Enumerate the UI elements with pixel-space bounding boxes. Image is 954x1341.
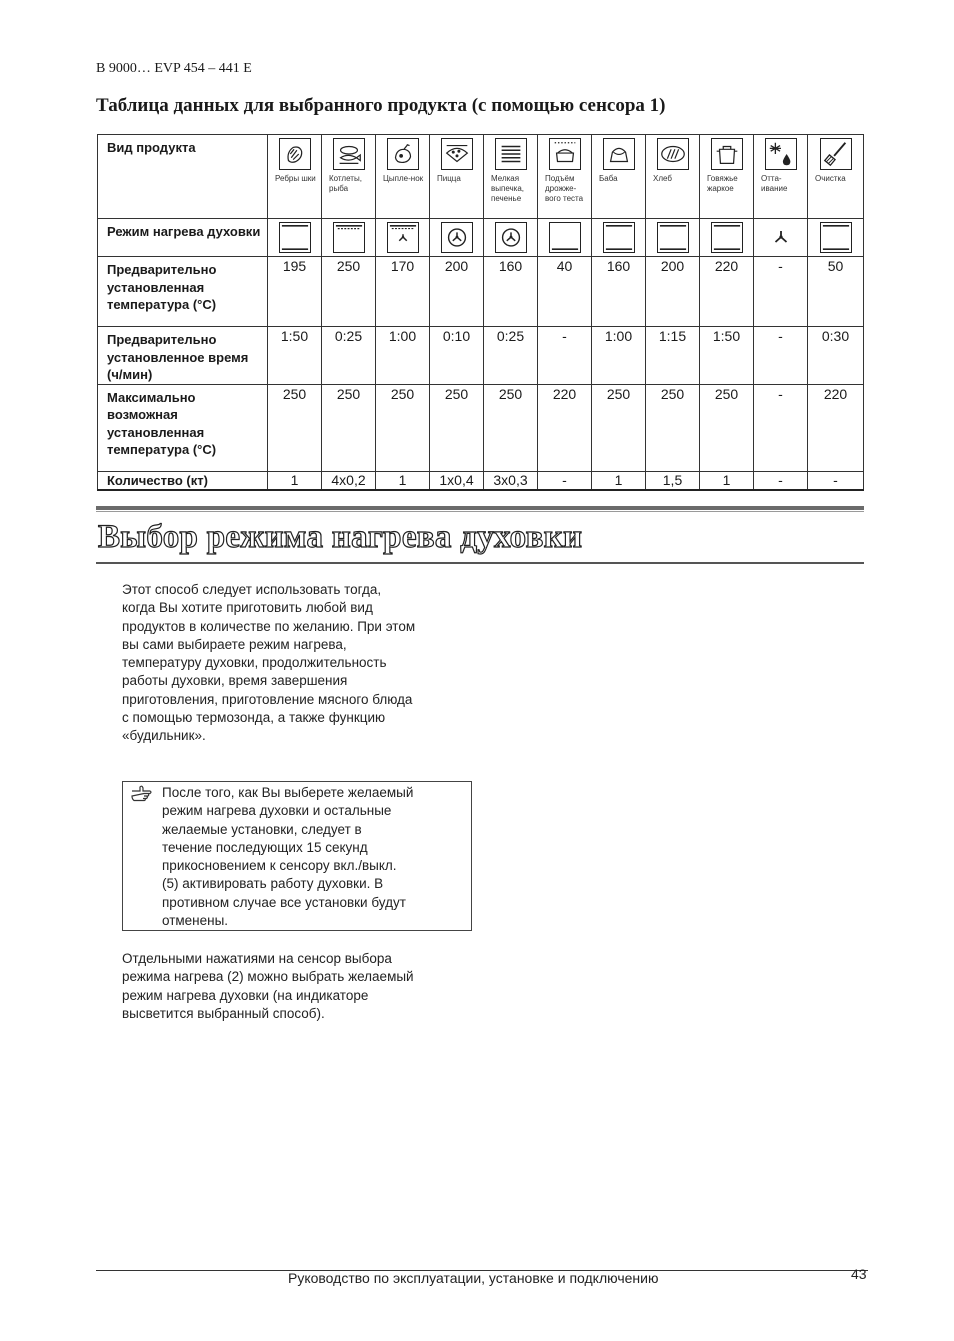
preset-temperature-value: -	[754, 257, 808, 327]
product-name: Цыпле-нок	[383, 174, 424, 183]
preset-time-value: 1:50	[700, 327, 754, 385]
max-temperature-value: 250	[268, 384, 322, 471]
quantity-value: 4x0,2	[322, 471, 376, 490]
dough-rising-icon	[549, 138, 581, 170]
label-preset-time: Предварительно установленное время (ч/мин)	[98, 327, 268, 385]
fan-grill-icon	[387, 222, 419, 253]
preset-time-value: -	[538, 327, 592, 385]
text-line: высветится выбранный способ).	[122, 1005, 325, 1021]
doc-header: B 9000… EVP 454 – 441 E	[96, 61, 252, 76]
product-cell	[376, 135, 430, 219]
cake-icon	[603, 138, 635, 170]
row-preset-temperature	[98, 257, 864, 327]
max-temperature-value: 250	[700, 384, 754, 471]
text-line: вы сами выбираете режим нагрева,	[122, 636, 347, 652]
product-name: Очистка	[815, 174, 846, 183]
text-line: режим нагрева духовки и остальные	[162, 803, 392, 819]
product-name: Отта-ивание	[761, 174, 788, 193]
product-name: Ребры шки	[275, 174, 316, 183]
preset-temperature-value: 220	[700, 257, 754, 327]
product-name: Хлеб	[653, 174, 672, 183]
preset-time-value: 1:50	[268, 327, 322, 385]
text-line: «будильник».	[122, 728, 206, 744]
preset-time-value: 0:25	[322, 327, 376, 385]
max-temperature-value: 250	[646, 384, 700, 471]
pizza-icon	[441, 138, 473, 170]
fan-ring-heat-icon	[441, 222, 473, 253]
grill-icon	[333, 222, 365, 253]
max-temperature-value: 220	[538, 384, 592, 471]
max-temperature-value: 220	[808, 384, 864, 471]
small-pastry-icon	[495, 138, 527, 170]
max-temperature-value: 250	[376, 384, 430, 471]
preset-temperature-value: 250	[322, 257, 376, 327]
quantity-value: 1	[268, 471, 322, 490]
text-line: прикосновением к сенсору вкл./выкл.	[162, 858, 397, 874]
row-heating-mode	[98, 219, 864, 257]
fan-ring-heat-icon	[495, 222, 527, 253]
text-line: режим нагрева духовки (на индикаторе	[122, 987, 369, 1003]
preset-temperature-value: 40	[538, 257, 592, 327]
bread-icon	[657, 138, 689, 170]
text-line: с помощью термозонда, а также функцию	[122, 710, 386, 726]
quantity-value: 1	[700, 471, 754, 490]
heating-mode-cell	[484, 219, 538, 257]
row-quantity	[98, 471, 864, 490]
quantity-value: 1	[592, 471, 646, 490]
cleaning-brush-icon	[820, 138, 852, 170]
heating-mode-cell	[808, 219, 864, 257]
product-cell	[754, 135, 808, 219]
label-heating-mode: Режим нагрева духовки	[98, 219, 268, 257]
preset-time-value: 0:10	[430, 327, 484, 385]
heating-mode-cell	[592, 219, 646, 257]
text-line: когда Вы хотите приготовить любой вид	[122, 600, 373, 616]
top-bottom-heat-icon	[711, 222, 743, 253]
text-line: продуктов в количестве по желанию. При этом	[122, 618, 416, 634]
product-cell	[430, 135, 484, 219]
preset-temperature-value: 170	[376, 257, 430, 327]
section-title: Выбор режима нагрева духовки	[98, 519, 583, 555]
preset-temperature-value: 195	[268, 257, 322, 327]
chicken-icon	[387, 138, 419, 170]
section-separator-thin	[96, 511, 864, 512]
heating-mode-cell	[322, 219, 376, 257]
text-line: приготовления, приготовление мясного блюда	[122, 691, 413, 707]
preset-temperature-value: 200	[646, 257, 700, 327]
defrost-icon	[765, 138, 797, 170]
table-title: Таблица данных для выбранного продукта (с помощью сенсора 1)	[96, 95, 666, 116]
product-data-table	[97, 134, 864, 491]
max-temperature-value: 250	[592, 384, 646, 471]
pot-roast-icon	[711, 138, 743, 170]
quantity-value: 1,5	[646, 471, 700, 490]
quantity-value: 3x0,3	[484, 471, 538, 490]
text-line: температуру духовки, продолжительность	[122, 655, 387, 671]
bottom-heat-icon	[549, 222, 581, 253]
preset-time-value: 1:00	[376, 327, 430, 385]
text-line: желаемые установки, следует в	[162, 821, 362, 837]
section-title-rule	[96, 562, 864, 564]
preset-temperature-value: 160	[484, 257, 538, 327]
product-name: Мелкая выпечка, печенье	[491, 174, 525, 203]
product-cell	[268, 135, 322, 219]
max-temperature-value: 250	[484, 384, 538, 471]
preset-time-value: 1:00	[592, 327, 646, 385]
row-preset-time	[98, 327, 864, 385]
heating-mode-cell	[430, 219, 484, 257]
product-cell	[646, 135, 700, 219]
product-cell	[808, 135, 864, 219]
label-product-type: Вид продукта	[98, 135, 268, 219]
product-name: Котлеты, рыба	[329, 174, 362, 193]
heating-mode-cell	[700, 219, 754, 257]
product-cell	[592, 135, 646, 219]
ribs-icon	[279, 138, 311, 170]
preset-temperature-value: 200	[430, 257, 484, 327]
max-temperature-value: -	[754, 384, 808, 471]
preset-time-value: 0:25	[484, 327, 538, 385]
text-line: Отдельными нажатиями на сенсор выбора	[122, 951, 392, 966]
label-max-temperature: Максимально возможная установленная температура (°С)	[98, 384, 268, 471]
product-cell	[700, 135, 754, 219]
mode-selection-paragraph	[122, 950, 414, 1023]
product-name: Баба	[599, 174, 618, 183]
label-preset-temperature: Предварительно установленная температура (°С)	[98, 257, 268, 327]
fan-icon	[765, 222, 797, 253]
heating-mode-cell	[376, 219, 430, 257]
heating-mode-cell	[754, 219, 808, 257]
product-cell	[322, 135, 376, 219]
quantity-value: 1	[376, 471, 430, 490]
preset-time-value: 1:15	[646, 327, 700, 385]
heating-mode-cell	[268, 219, 322, 257]
preset-time-value: 0:30	[808, 327, 864, 385]
intro-paragraph	[122, 581, 415, 746]
product-name: Подъём дрожже-вого теста	[545, 174, 584, 203]
section-separator	[96, 506, 864, 510]
quantity-value: 1x0,4	[430, 471, 484, 490]
max-temperature-value: 250	[430, 384, 484, 471]
heating-mode-cell	[538, 219, 592, 257]
text-line: течение последующих 15 секунд	[162, 839, 368, 855]
row-product-type	[98, 135, 864, 219]
footer-text: Руководство по эксплуатации, установке и подключению	[288, 1270, 659, 1286]
product-name: Говяжье жаркое	[707, 174, 738, 193]
text-line: Этот способ следует использовать тогда,	[122, 582, 382, 597]
quantity-value: -	[808, 471, 864, 490]
text-line: После того, как Вы выберете желаемый	[162, 785, 414, 800]
note-text	[162, 784, 413, 930]
quantity-value: -	[538, 471, 592, 490]
top-bottom-heat-icon	[279, 222, 311, 253]
text-line: работы духовки, время завершения	[122, 673, 348, 689]
label-quantity: Количество (кт)	[98, 471, 268, 490]
product-name: Пицца	[437, 174, 461, 183]
top-bottom-heat-icon	[603, 222, 635, 253]
page-number: 43	[851, 1266, 867, 1282]
max-temperature-value: 250	[322, 384, 376, 471]
preset-temperature-value: 160	[592, 257, 646, 327]
top-bottom-heat-icon	[657, 222, 689, 253]
product-cell	[484, 135, 538, 219]
product-cell	[538, 135, 592, 219]
text-line: отменены.	[162, 913, 229, 929]
top-bottom-heat-icon	[820, 222, 852, 253]
preset-time-value: -	[754, 327, 808, 385]
heating-mode-cell	[646, 219, 700, 257]
quantity-value: -	[754, 471, 808, 490]
preset-temperature-value: 50	[808, 257, 864, 327]
pointing-hand-icon	[131, 784, 153, 802]
text-line: режима нагрева (2) можно выбрать желаемый	[122, 969, 414, 985]
cutlet-fish-icon	[333, 138, 365, 170]
text-line: (5) активировать работу духовки. В	[162, 876, 384, 892]
text-line: противном случае все установки будут	[162, 894, 406, 910]
row-max-temperature	[98, 384, 864, 471]
